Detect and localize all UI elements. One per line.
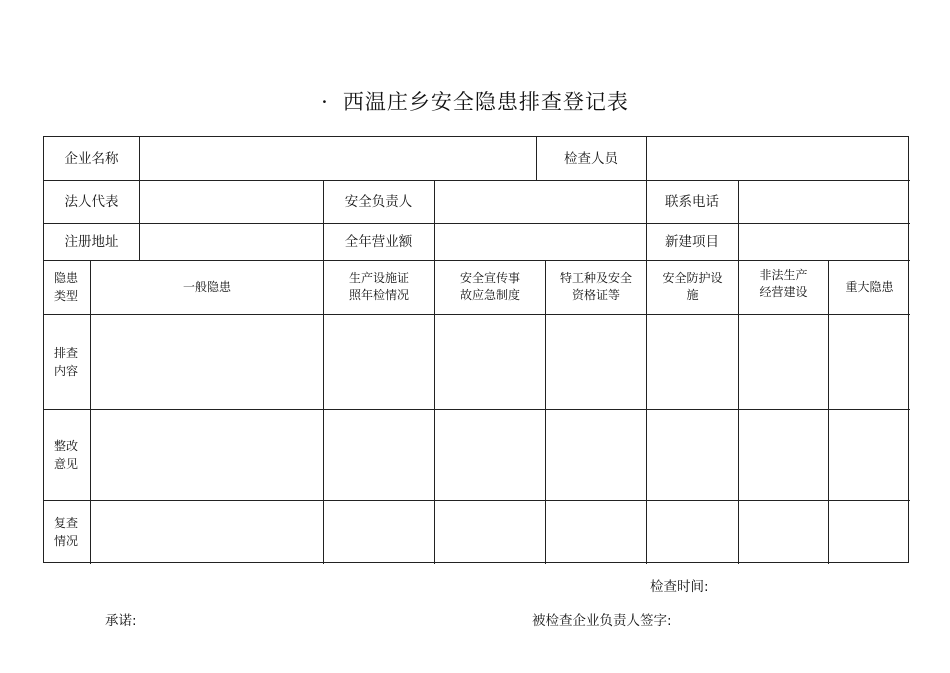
phone-label: 联系电话: [665, 193, 719, 210]
registration-form: [43, 136, 909, 563]
new-project-label: 新建项目: [665, 233, 719, 250]
page-title: [0, 86, 950, 116]
title-text: 西温庄乡安全隐患排查登记表: [342, 90, 629, 114]
legal-rep-field[interactable]: [140, 180, 323, 223]
inspector-field[interactable]: [647, 137, 910, 180]
phone-field[interactable]: [739, 180, 910, 223]
col-safety-protection: [647, 260, 738, 314]
company-name-label: 企业名称: [64, 150, 119, 167]
hazard-type-header-line2: 类型: [53, 289, 78, 303]
safety-head-field[interactable]: [435, 180, 646, 223]
col-protection-line2: 施: [686, 288, 699, 302]
row-review-status: [44, 500, 88, 564]
col-illegal-line1: 非法生产: [759, 268, 808, 282]
col-protection-line1: 安全防护设: [662, 271, 723, 285]
row-inspection-content: [44, 314, 88, 409]
col-major-hazard: 重大隐患: [845, 279, 894, 294]
row-rectification-opinion: [44, 409, 88, 500]
title-bullet: ·: [321, 90, 329, 114]
col-propaganda-line1: 安全宣传事: [459, 271, 520, 285]
row-divider: [44, 500, 910, 501]
safety-head-label: 安全负责人: [344, 193, 413, 210]
col-illegal-production: [739, 257, 828, 311]
row-divider: [44, 409, 910, 410]
promise-label: 承诺:: [105, 613, 137, 629]
col-special-work: [546, 260, 646, 314]
col-special-line2: 资格证等: [571, 288, 620, 302]
col-special-line1: 特工种及安全: [559, 271, 632, 285]
col-general-hazard: 一般隐患: [182, 279, 231, 294]
row-inspect-line2: 内容: [53, 363, 78, 378]
row-review-line1: 复查: [53, 516, 78, 530]
hazard-type-header-line1: 隐患: [53, 271, 78, 285]
address-label: 注册地址: [64, 233, 119, 250]
col-illegal-line2: 经营建设: [759, 285, 808, 299]
annual-revenue-field[interactable]: [435, 223, 646, 260]
row-divider: [44, 314, 910, 315]
col-propaganda-line2: 故应急制度: [459, 288, 520, 302]
signature-label: 被检查企业负责人签字:: [532, 613, 672, 629]
row-inspect-line1: 排查: [53, 345, 78, 360]
address-field[interactable]: [140, 223, 323, 260]
col-safety-propaganda: [435, 260, 545, 314]
row-review-line2: 情况: [53, 534, 78, 548]
row-rectify-line1: 整改: [53, 438, 78, 453]
company-name-field[interactable]: [140, 137, 536, 180]
legal-rep-label: 法人代表: [64, 193, 119, 210]
hazard-type-header: [44, 260, 88, 314]
col-facility-line2: 照年检情况: [348, 288, 409, 302]
row-rectify-line2: 意见: [53, 456, 78, 471]
col-facility-line1: 生产设施证: [348, 271, 409, 285]
col-facility-inspection: [324, 260, 434, 314]
new-project-field[interactable]: [739, 223, 910, 260]
inspector-label: 检查人员: [564, 150, 618, 167]
check-time-label: 检查时间:: [650, 579, 709, 595]
annual-revenue-label: 全年营业额: [344, 233, 413, 250]
